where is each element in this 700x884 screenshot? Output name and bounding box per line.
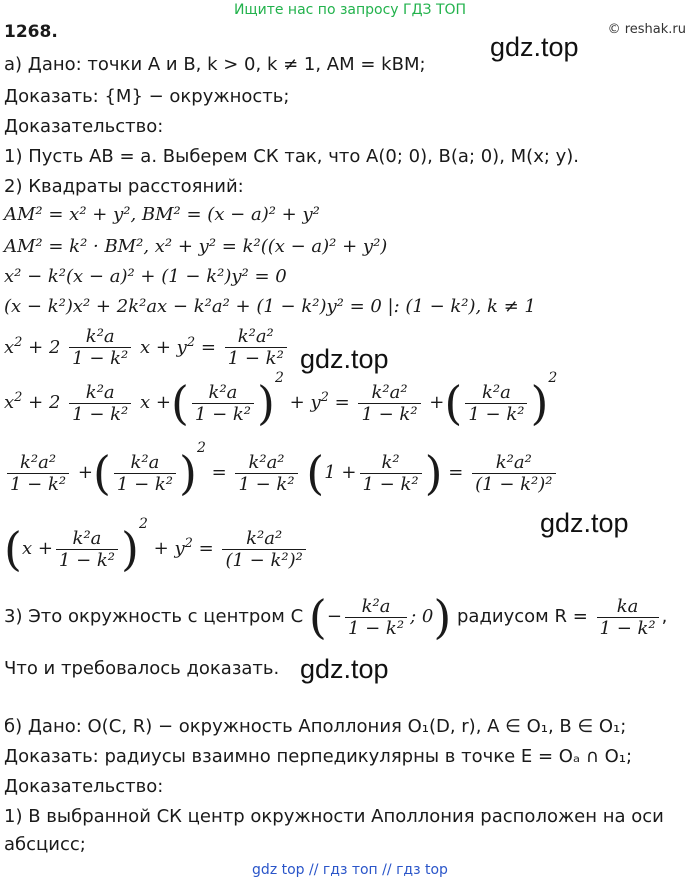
equation-8: (x + $\frac{\text{k²a}}{\text{1 − k²}}$ )$^2 + y^2$ = $\frac{\text{k²a²}}{\text{(1 − k²)²}}$ [4, 526, 309, 572]
footer-link[interactable]: gdz top [252, 862, 305, 878]
step-1-b-cont: абсцисс; [4, 834, 86, 855]
footer-links [0, 862, 700, 878]
fraction: $\frac{\text{k²a}}{\text{1 − k²}}$ [465, 382, 527, 425]
equation-2: AM² = k² · BM², x² + y² = k²((x − a)² + y²) [4, 236, 388, 257]
fraction: $\frac{\text{k²a²}}{\text{1 − k²}}$ [235, 452, 297, 495]
fraction: $\frac{\text{k²a}}{\text{1 − k²}}$ [345, 596, 407, 639]
step-1: 1) Пусть AB = a. Выберем СК так, что A(0; 0), B(a; 0), M(x; y). [4, 146, 580, 167]
proof-label-b: Доказательство: [4, 776, 164, 797]
given-line: а) Дано: точки A и B, k > 0, k ≠ 1, AM = kBM; [4, 54, 426, 75]
equation-3: x² − k²(x − a)² + (1 − k²)y² = 0 [4, 266, 287, 287]
conclusion: Что и требовалось доказать. [4, 658, 280, 679]
watermark: gdz.top [540, 508, 629, 538]
equation-5: $x^2 + 2$ $\frac{\text{k²a}}{\text{1 − k²}}$ $x + y^2$ = $\frac{\text{k²a²}}{\text{1 − k²}}$ [4, 326, 290, 369]
fraction: $\frac{\text{k²a²}}{\text{(1 − k²)²}}$ [472, 452, 555, 495]
fraction: $\frac{\text{k²a²}}{\text{(1 − k²)²}}$ [222, 528, 305, 571]
fraction: $\frac{\text{k²a}}{\text{1 − k²}}$ [69, 326, 131, 369]
proof-label: Доказательство: [4, 116, 164, 137]
problem-number: 1268. [4, 22, 58, 42]
fraction: $\frac{\text{k²a}}{\text{1 − k²}}$ [56, 528, 118, 571]
watermark: gdz.top [300, 344, 389, 374]
fraction: $\frac{\text{k²a}}{\text{1 − k²}}$ [114, 452, 176, 495]
footer-link[interactable]: гдз top [396, 862, 448, 878]
fraction: $\frac{\text{k²a²}}{\text{1 − k²}}$ [225, 326, 287, 369]
step-1-b: 1) В выбранной СК центр окружности Аполлония расположен на оси [4, 806, 664, 827]
equation-6: $x^2 + 2$ $\frac{\text{k²a}}{\text{1 − k²}}$ x +( $\frac{\text{k²a}}{\text{1 − k²}}$ )$^2 + y^2$ = $\frac{\text{k²a²}}{\text{1 − k²}}$ +( $\frac{\text{k²a}}{\text{1 − k²}}$ )$^2$ [4, 370, 558, 430]
step-3: 3) Это окружность с центром C (− $\frac{\text{k²a}}{\text{1 − k²}}$ ; 0) радиусом R = $\frac{ka}{\text{1 − k²}}$ , [4, 590, 668, 644]
footer-separator: // [382, 862, 392, 878]
equation-1: AM² = x² + y², BM² = (x − a)² + y² [4, 204, 320, 225]
equation-4: (x − k²)x² + 2k²ax − k²a² + (1 − k²)y² = 0 |: (1 − k²), k ≠ 1 [4, 296, 536, 317]
prove-line-b: Доказать: радиусы взаимно перпедикулярны в точке E = Oₐ ∩ O₁; [4, 746, 633, 767]
fraction: $\frac{\text{k²a²}}{\text{1 − k²}}$ [358, 382, 420, 425]
step-2: 2) Квадраты расстояний: [4, 176, 244, 197]
watermark: gdz.top [300, 654, 389, 684]
footer-link[interactable]: гдз топ [322, 862, 378, 878]
fraction: $\frac{\text{k²a}}{\text{1 − k²}}$ [69, 382, 131, 425]
equation-7: $\frac{\text{k²a²}}{\text{1 − k²}}$ +( $\frac{\text{k²a}}{\text{1 − k²}}$ )$^2$ = $\frac{\text{k²a²}}{\text{1 − k²}}$ (1 + $\frac{\text{k²}}{\text{1 − k²}}$ ) = $\frac{\text{k²a²}}{\text{(1 − k²)²}}$ [4, 450, 559, 496]
footer-separator: // [309, 862, 319, 878]
given-line-b: б) Дано: O(C, R) − окружность Аполлония O₁(D, r), A ∈ O₁, B ∈ O₁; [4, 716, 627, 737]
fraction: $\frac{\text{k²a}}{\text{1 − k²}}$ [192, 382, 254, 425]
prove-line: Доказать: {M} − окружность; [4, 86, 290, 107]
fraction: $\frac{ka}{\text{1 − k²}}$ [597, 596, 659, 639]
search-banner: Ищите нас по запросу ГДЗ ТОП [233, 2, 467, 18]
fraction: $\frac{\text{k²}}{\text{1 − k²}}$ [360, 452, 422, 495]
copyright-label: © reshak.ru [607, 22, 686, 37]
watermark: gdz.top [490, 32, 579, 62]
fraction: $\frac{\text{k²a²}}{\text{1 − k²}}$ [7, 452, 69, 495]
